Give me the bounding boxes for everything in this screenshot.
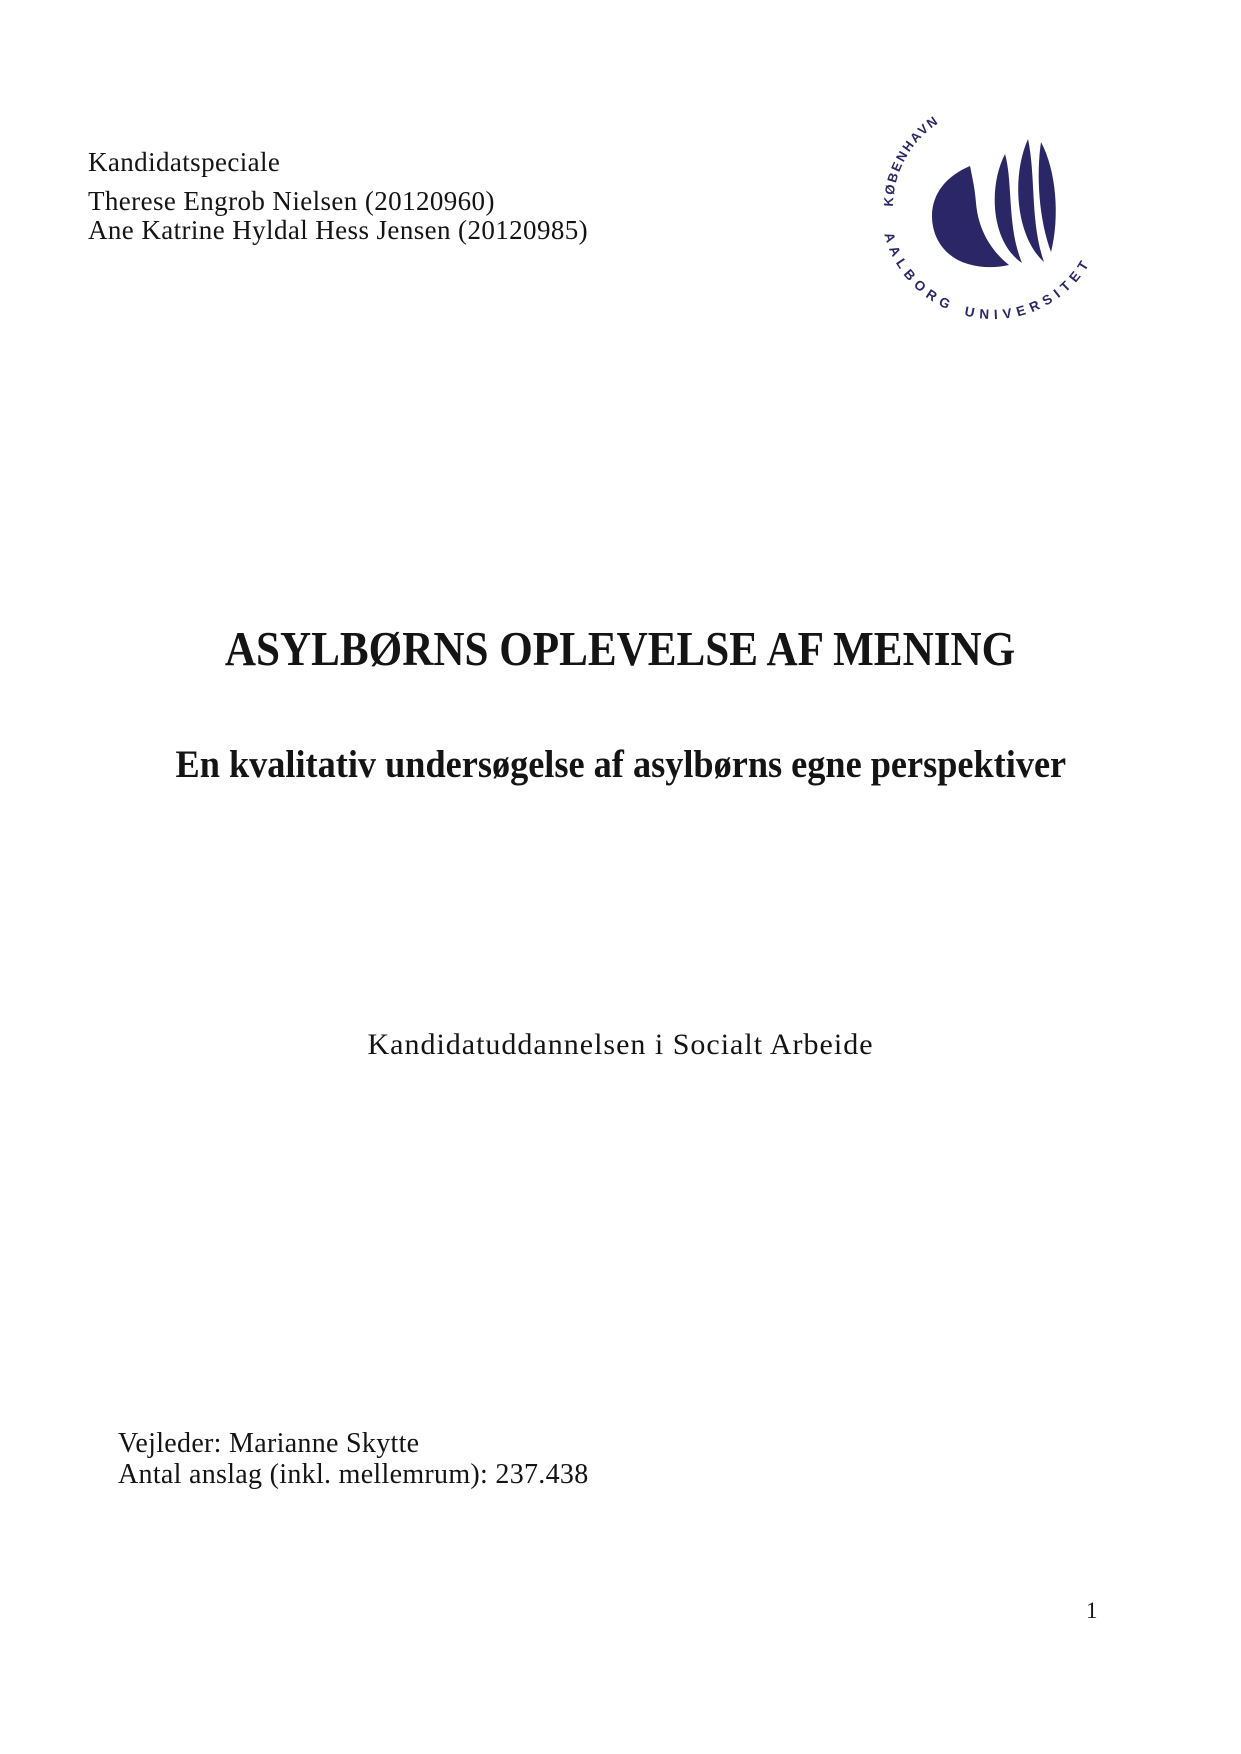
swoosh-ribbon-4	[1039, 142, 1056, 252]
program-name: Kandidatuddannelsen i Socialt Arbeide	[367, 1028, 874, 1061]
thesis-subtitle: En kvalitativ undersøgelse af asylbørns egne perspektiver	[175, 743, 1066, 786]
aau-logo-svg	[858, 72, 1128, 342]
thesis-title: ASYLBØRNS OPLEVELSE AF MENING	[225, 621, 1016, 676]
thesis-subtitle-row	[0, 742, 1241, 787]
aau-swoosh-icon	[932, 139, 1056, 267]
swoosh-ribbon-2	[995, 154, 1022, 263]
character-count-line: Antal anslag (inkl. mellemrum): 237.438	[118, 1459, 589, 1490]
page-number: 1	[1086, 1598, 1098, 1623]
supervisor-line: Vejleder: Marianne Skytte	[118, 1428, 420, 1459]
author-line-1: Therese Engrob Nielsen (20120960)	[88, 186, 495, 216]
aau-logo	[858, 72, 1128, 342]
footer-block	[118, 1428, 589, 1490]
author-line-2: Ane Katrine Hyldal Hess Jensen (20120985)	[88, 215, 589, 245]
logo-campus-text: KØBENHAVN	[880, 112, 942, 207]
header-block	[88, 148, 588, 245]
document-type: Kandidatspeciale	[88, 147, 281, 177]
logo-university-text: AALBORG UNIVERSITET	[881, 230, 1095, 323]
thesis-title-row	[0, 620, 1241, 677]
